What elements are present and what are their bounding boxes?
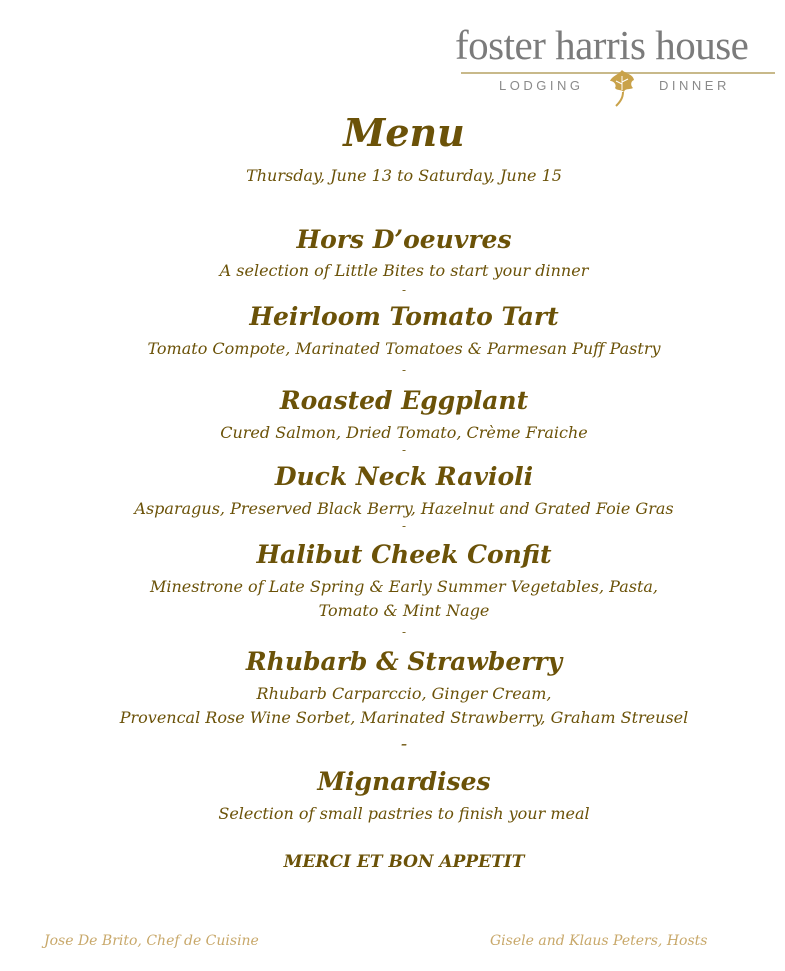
logo xyxy=(455,22,777,93)
course-hors-doeuvres-desc: A selection of Little Bites to start your dinner xyxy=(219,261,589,280)
course-heirloom-tomato-tart: Heirloom Tomato Tart xyxy=(249,302,559,331)
course-separator: – xyxy=(401,737,407,751)
grape-leaf-icon xyxy=(607,66,637,110)
course-separator: - xyxy=(401,283,407,297)
course-separator: - xyxy=(401,519,407,533)
course-halibut-cheek-confit: Halibut Cheek Confit xyxy=(256,540,552,569)
menu-dates: Thursday, June 13 to Saturday, June 15 xyxy=(246,166,562,185)
course-rhubarb-strawberry: Rhubarb & Strawberry xyxy=(245,647,563,676)
course-hors-doeuvres: Hors D’oeuvres xyxy=(296,225,512,254)
course-roasted-eggplant-desc: Cured Salmon, Dried Tomato, Crème Fraiche xyxy=(220,423,588,442)
closing-line: MERCI ET BON APPETIT xyxy=(283,852,525,872)
course-separator: - xyxy=(401,363,407,377)
course-halibut-cheek-confit-desc-1: Minestrone of Late Spring & Early Summer Vegetables, Pasta, xyxy=(150,577,658,596)
course-separator: - xyxy=(401,625,407,639)
course-mignardises-desc: Selection of small pastries to finish your meal xyxy=(218,804,590,823)
menu-title: Menu xyxy=(343,110,465,155)
course-roasted-eggplant: Roasted Eggplant xyxy=(279,386,529,415)
logo-name: foster harris house xyxy=(455,22,749,68)
course-separator: - xyxy=(401,443,407,457)
course-mignardises: Mignardises xyxy=(317,767,491,796)
course-duck-neck-ravioli-desc: Asparagus, Preserved Black Berry, Hazelnut and Grated Foie Gras xyxy=(134,499,674,518)
course-rhubarb-strawberry-desc-1: Rhubarb Carparccio, Ginger Cream, xyxy=(256,684,552,703)
course-halibut-cheek-confit-desc-2: Tomato & Mint Nage xyxy=(318,601,490,620)
course-heirloom-tomato-tart-desc: Tomato Compote, Marinated Tomatoes & Parmesan Puff Pastry xyxy=(147,339,661,358)
logo-lodging: LODGING xyxy=(499,78,584,93)
hosts-signature: Gisele and Klaus Peters, Hosts xyxy=(490,933,708,949)
course-duck-neck-ravioli: Duck Neck Ravioli xyxy=(274,462,534,491)
course-rhubarb-strawberry-desc-2: Provencal Rose Wine Sorbet, Marinated Strawberry, Graham Streusel xyxy=(119,708,689,727)
chef-signature: Jose De Brito, Chef de Cuisine xyxy=(44,933,259,949)
logo-dinner: DINNER xyxy=(659,78,730,93)
